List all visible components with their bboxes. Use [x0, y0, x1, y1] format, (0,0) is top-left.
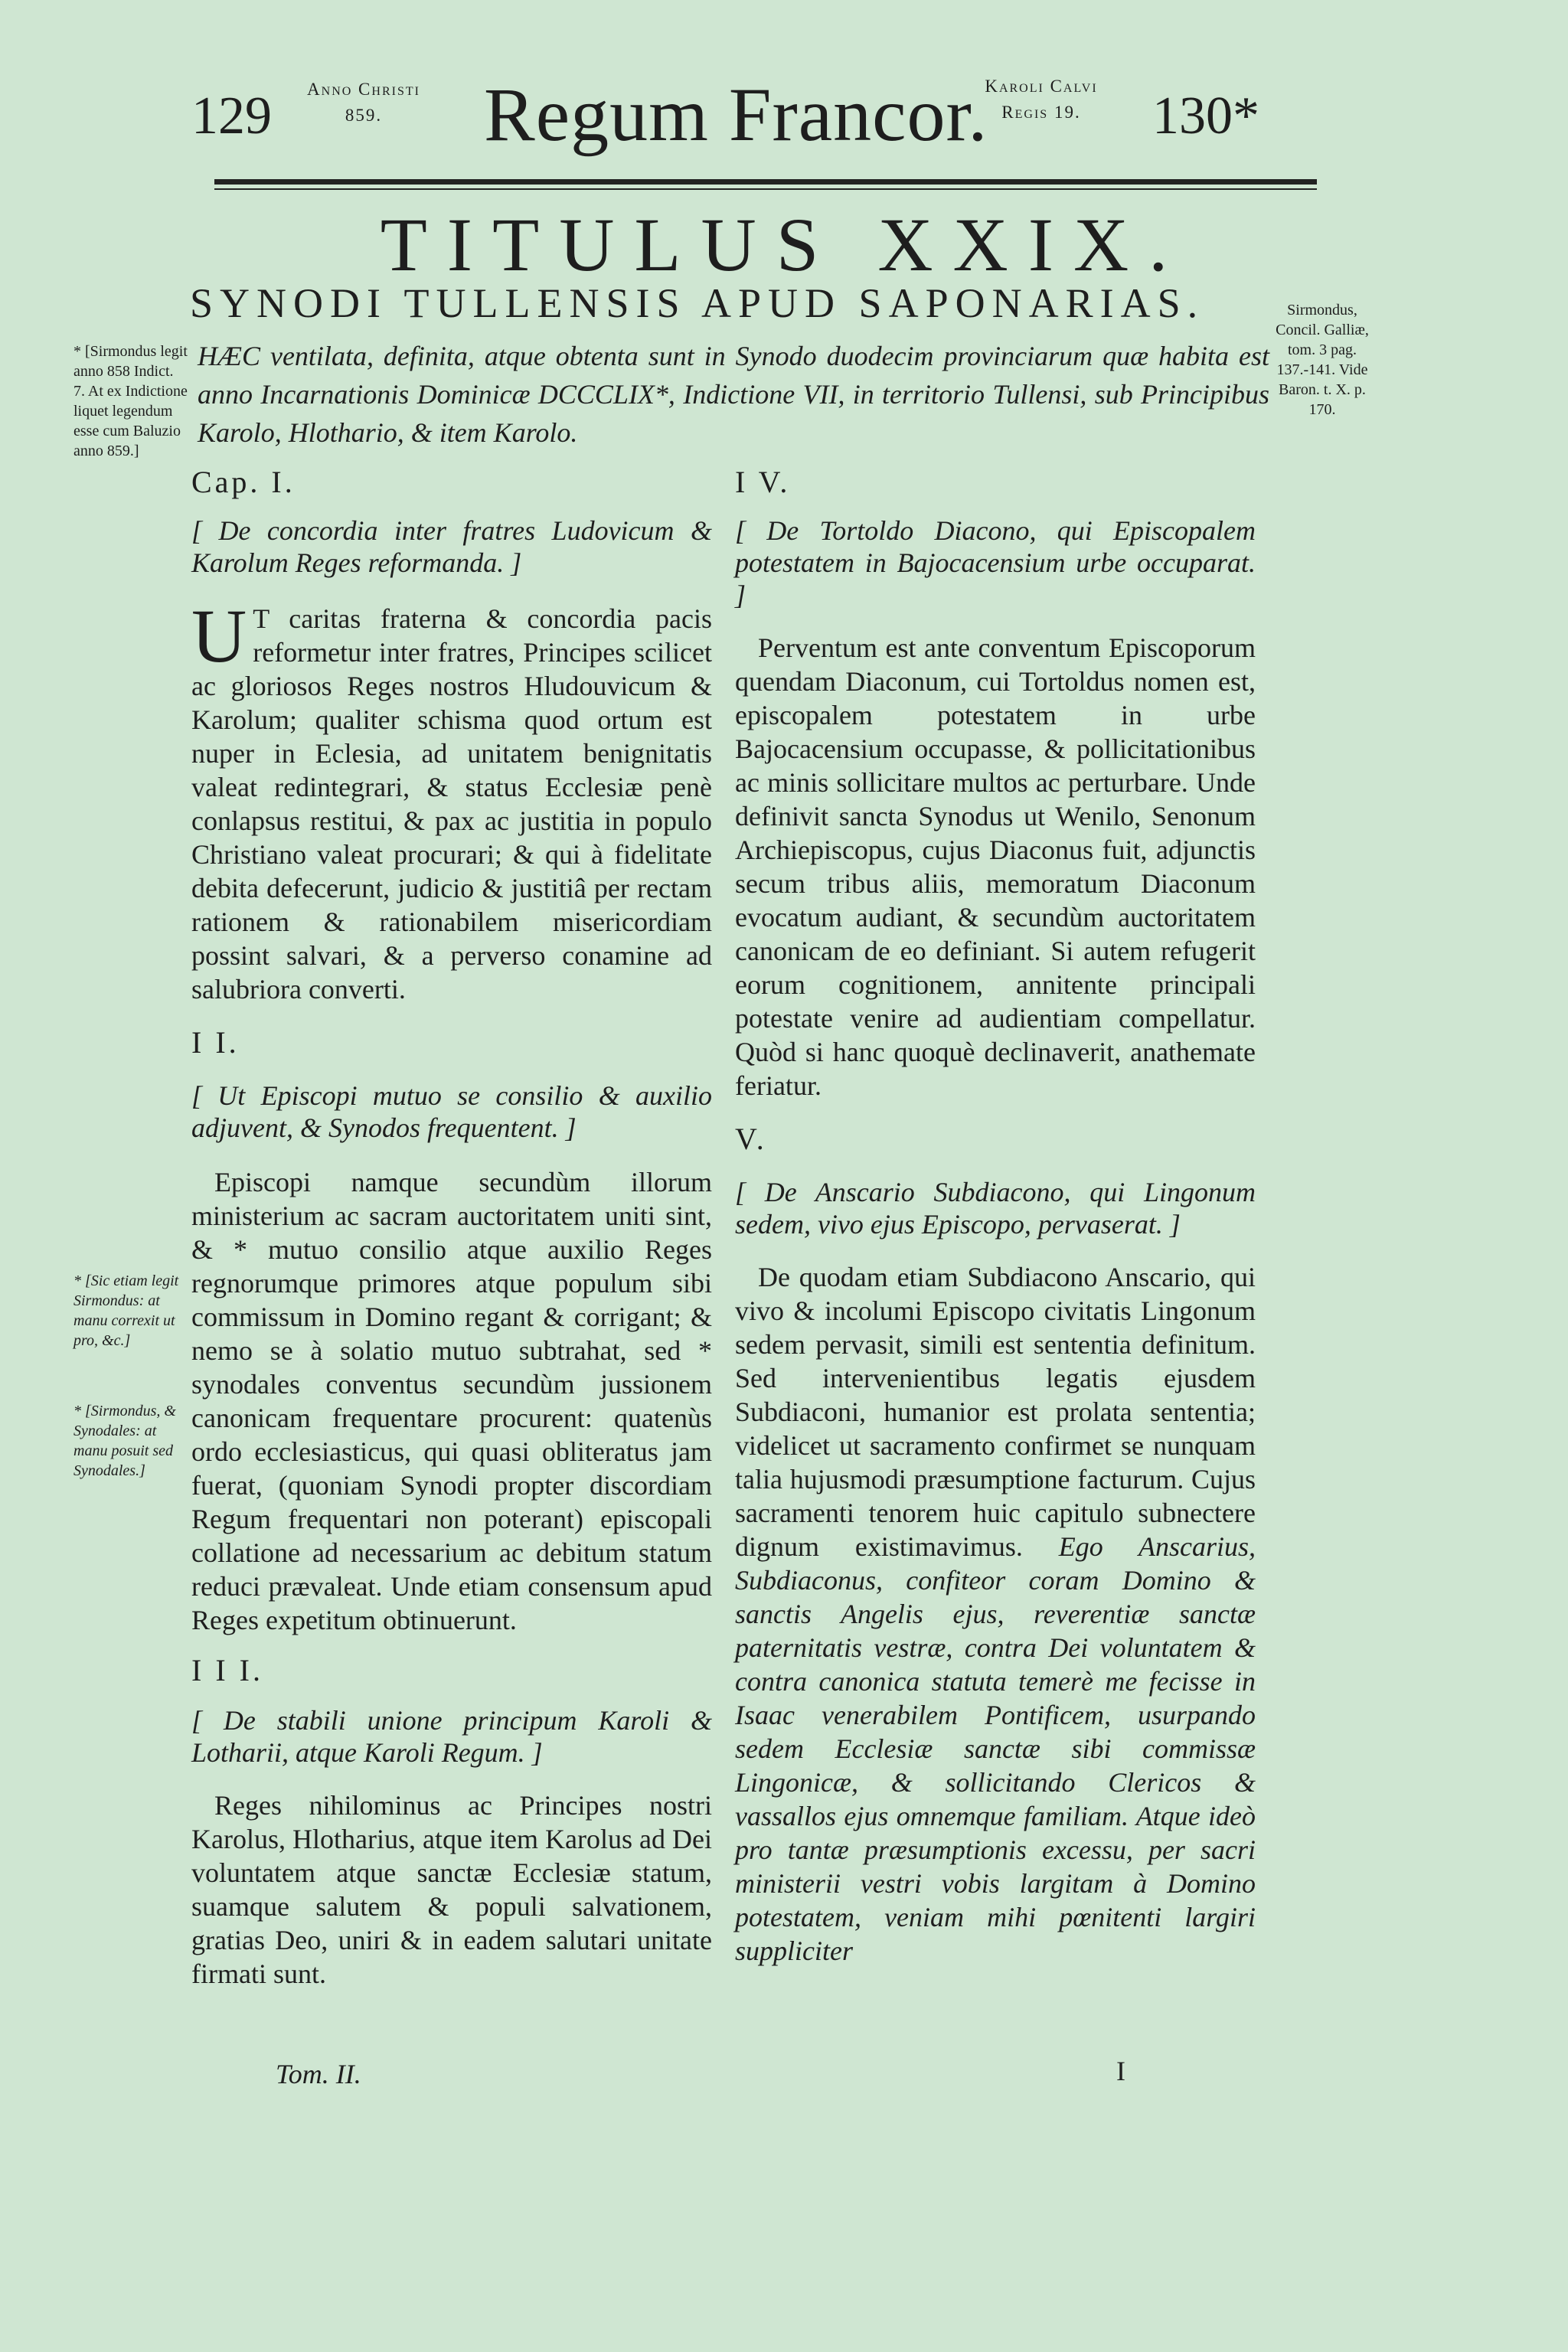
titulus-heading: TITULUS XXIX. — [380, 202, 1188, 287]
cap3-rubric: [ De stabili unione principum Karoli & Lotharii, atque Karoli Regum. ] — [191, 1705, 712, 1768]
cap1-rubric: [ De concordia inter fratres Ludovicum & Karolum Reges reformanda. ] — [191, 515, 712, 578]
cap5-rubric: [ De Anscario Subdiacono, qui Lingonum sedem, vivo ejus Episcopo, pervaserat. ] — [735, 1177, 1256, 1240]
page-number-right: 130* — [1152, 87, 1259, 145]
cap2-heading: I I. — [191, 1025, 240, 1060]
cap2-rubric: [ Ut Episcopi mutuo se consilio & auxilio adjuvent, & Synodos frequentent. ] — [191, 1080, 712, 1143]
anno-christi-label: Anno Christi — [307, 80, 420, 99]
volume-marker: Tom. II. — [276, 2059, 361, 2089]
page-number-left: 129 — [191, 87, 272, 145]
cap3-text: Reges nihilominus ac Principes nostri Karolus, Hlotharius, atque item Karolus ad Dei voluntatem atque sanctæ Ecclesiæ statum, suamque salutem & populi salvationem, gratias Deo, uniri & in eadem salutari unitate firmati sunt. — [191, 1790, 712, 1989]
cap1-heading: Cap. I. — [191, 465, 296, 499]
cap3-heading: I I I. — [191, 1653, 263, 1687]
header-rule-thick — [214, 179, 1317, 185]
anno-christi — [287, 77, 440, 129]
anno-christi-year: 859. — [345, 106, 383, 125]
right-column — [735, 466, 1256, 1968]
section-heading: SYNODI TULLENSIS APUD SAPONARIAS. — [190, 280, 1205, 326]
dropcap: U — [191, 593, 247, 678]
cap5-paragraph — [735, 1260, 1256, 1968]
cap1-paragraph — [191, 593, 712, 1006]
signature-mark: I — [1116, 2056, 1125, 2086]
margin-note-right-1: Sirmondus, Concil. Galliæ, tom. 3 pag. 137.-141. Vide Baron. t. X. p. 170. — [1276, 302, 1369, 418]
intro-paragraph: HÆC ventilata, definita, atque obtenta sunt in Synodo duodecim provinciarum quæ habita est anno Incarnationis Dominicæ DCCCLIX*, Indictione VII, in territorio Tullensi, sub Principibus Karolo, Hlothario, & item Karolo. — [198, 341, 1269, 448]
cap5-heading: V. — [735, 1122, 767, 1156]
header-rule-thin — [214, 188, 1317, 190]
karoli-calvi — [957, 74, 1125, 126]
running-title: Regum Francor. — [484, 72, 988, 157]
cap1-text: T caritas fraterna & concordia pacis reformetur inter fratres, Principes scilicet ac gloriosos Reges nostros Hludouvicum & Karolum; qualiter schisma quod ortum est nuper in Eclesia, ad unitatem benignitatis valeat redintegrari, & status Ecclesiæ penè conlapsus restitui, & pax ac justitia in populo Christiano valeat procurari; & qui à fidelitate debita defecerunt, judicio & justitiâ per rectam rationem & rationabilem misericordiam possint salvari, & a perverso conamine ad salubriora converti. — [191, 603, 712, 1004]
cap5-oath: Ego Anscarius, Subdiaconus, confiteor coram Domino & sanctis Angelis ejus, reverentiæ sanctæ paternitatis vestræ, contra Dei voluntatem & contra canonica statuta temerè me fecisse in Isaac venerabilem Pontificem, usurpando sedem Ecclesiæ sanctæ sibi commissæ Lingonicæ, & sollicitando Clericos & vassallos ejus omnemque familiam. Atque ideò pro tantæ præsumptionis excessu, per sacri ministerii vestri vobis largitam à Domino potestatem, veniam mihi pœnitenti largiri suppliciter — [735, 1531, 1256, 1966]
karoli-calvi-label: Karoli Calvi — [985, 77, 1098, 96]
margin-note-left-1: * [Sirmondus legit anno 858 Indict. 7. At ex Indictione liquet legendum esse cum Baluzio anno 859.] — [74, 343, 188, 459]
left-column — [191, 466, 712, 1991]
cap2-text: Episcopi namque secundùm illorum ministerium ac sacram auctoritatem uniti sint, & * mutuo consilio atque auxilio Reges regnorumque primores atque populum sibi commissum in Domino regant & corrigant; & nemo se à solatio mutuo subtrahat, sed * synodales conventus secundùm jussionem canonicam frequentare procurent: quatenùs ordo ecclesiasticus, qui quasi obliteratus jam fuerat, (quoniam Synodi propter discordiam Regum frequentari non poterant) episcopali collatione ad necessarium ac debitum statum reduci prævaleat. Unde etiam consensum apud Reges expetitum obtinuerunt. — [191, 1167, 712, 1635]
cap4-heading: I V. — [735, 465, 791, 499]
margin-note-left-2: * [Sic etiam legit Sirmondus: at manu correxit ut pro, &c.] — [74, 1272, 179, 1349]
cap4-text: Perventum est ante conventum Episcoporum quendam Diaconum, cui Tortoldus nomen est, episcopalem potestatem in urbe Bajocacensium occupasse, & pollicitationibus ac minis sollicitare multos ac perturbare. Unde definivit sancta Synodus ut Wenilo, Senonum Archiepiscopus, cujus Diaconus fuit, adjunctis secum tribus aliis, memoratum Diaconum evocatum audiant, & secundùm auctoritatem canonicam de eo definiant. Si autem refugerit eorum cognitionem, annitente principali potestate venire ad audientiam compellatur. Quòd si hanc quoquè declinaverit, anathemate feriatur. — [735, 632, 1256, 1101]
margin-note-left-3: * [Sirmondus, & Synodales: at manu posuit sed Synodales.] — [74, 1403, 176, 1479]
cap5-text: De quodam etiam Subdiacono Anscario, qui vivo & incolumi Episcopo civitatis Lingonum sedem pervasit, simili est sententia definitum. Sed intervenientibus legatis ejusdem Subdiaconi, humanior est prolata sententia; videlicet ut sacramento confirmet se nunquam talia hujusmodi præsumptione facturum. Cujus sacramenti tenorem huic capitulo subnectere dignum existimavimus. — [735, 1262, 1256, 1562]
cap4-rubric: [ De Tortoldo Diacono, qui Episcopalem potestatem in Bajocacensium urbe occuparat. ] — [735, 515, 1256, 610]
regis-label: Regis 19. — [1001, 103, 1081, 122]
